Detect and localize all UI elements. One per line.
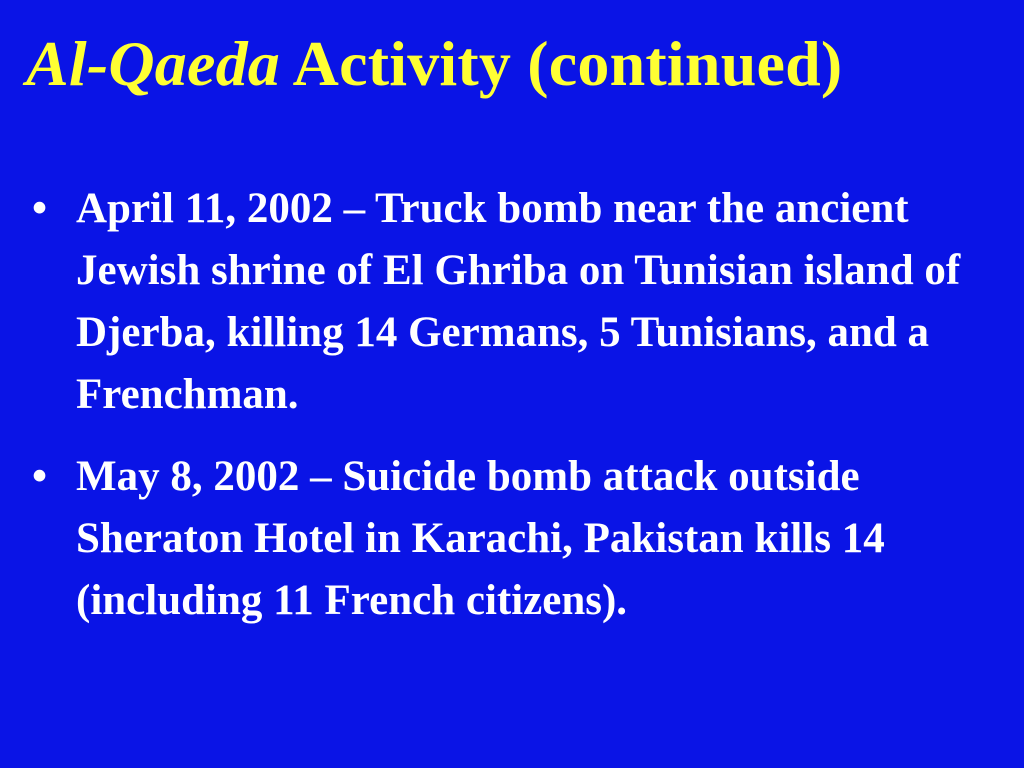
- bullet-icon: •: [32, 453, 48, 500]
- bullet-list: [32, 178, 992, 652]
- bullet-text-2: May 8, 2002 – Suicide bomb attack outside Sheraton Hotel in Karachi, Pakistan kills 14 (including 11 French citizens).: [76, 453, 885, 624]
- title-rest: Activity (continued): [280, 28, 843, 99]
- bullet-item-1: [32, 178, 992, 426]
- bullet-icon: •: [32, 185, 48, 232]
- title-italic-part: Al-Qaeda: [26, 28, 281, 99]
- bullet-text-1: April 11, 2002 – Truck bomb near the ancient Jewish shrine of El Ghriba on Tunisian island of Djerba, killing 14 Germans, 5 Tunisians, and a Frenchman.: [76, 185, 961, 418]
- bullet-item-2: [32, 446, 992, 632]
- slide-title: [26, 28, 843, 99]
